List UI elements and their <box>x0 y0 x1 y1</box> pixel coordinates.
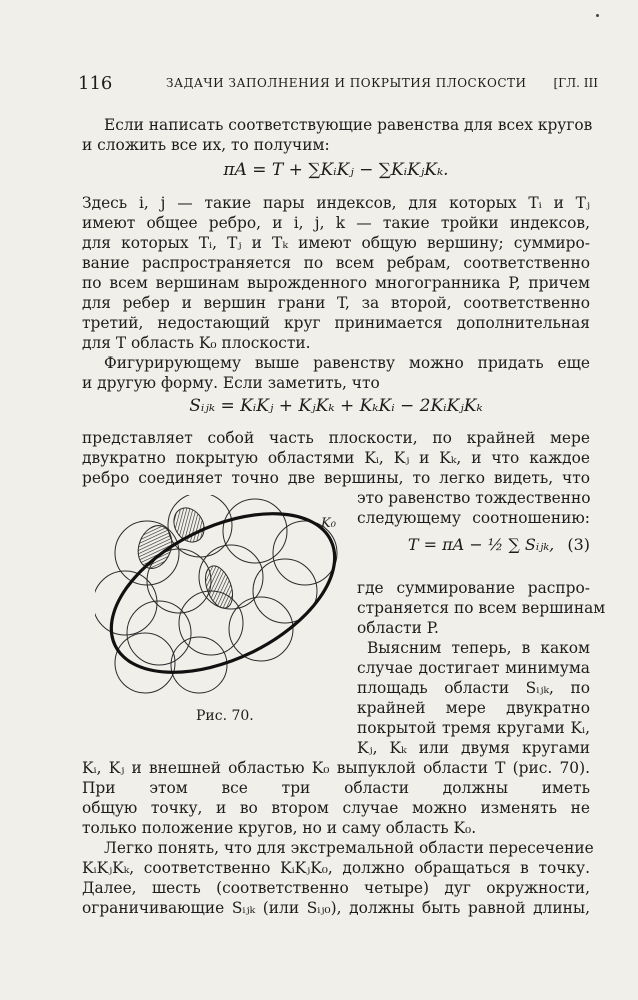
formula-sum: πA = T + ∑KᵢKⱼ − ∑KᵢKⱼKₖ. <box>223 160 449 180</box>
text-line: для которых Tᵢ, Tⱼ и Tₖ имеют общую вершину; суммиро- <box>82 234 590 252</box>
running-title: ЗАДАЧИ ЗАПОЛНЕНИЯ И ПОКРЫТИЯ ПЛОСКОСТИ <box>166 76 527 90</box>
text-line: Далее, шесть (соответственно четыре) дуг окружности, <box>82 879 590 897</box>
text-line: где суммирование распро- <box>357 579 590 597</box>
hatched-region <box>168 502 210 547</box>
running-header <box>78 73 598 97</box>
text-line: Фигурирующему выше равенству можно придать еще <box>104 354 590 372</box>
text-line: площадь области Sᵢⱼₖ, по <box>357 679 590 697</box>
text-line: третий, недостающий круг принимается дополнительная <box>82 314 590 332</box>
formula-3-number: (3) <box>567 535 590 554</box>
text-line: представляет собой часть плоскости, по крайней мере <box>82 429 590 447</box>
text-line: покрытой тремя кругами Kᵢ, <box>357 719 590 737</box>
text-line: Здесь i, j — такие пары индексов, для которых Tᵢ и Tⱼ <box>82 194 590 212</box>
text-line: только положение кругов, но и саму область K₀. <box>82 819 477 837</box>
text-line: ребро соединяет точно две вершины, то легко видеть, что <box>82 469 590 487</box>
formula-3-body: T = πA − ½ ∑ Sᵢⱼₖ, <box>407 535 555 554</box>
text-line: случае достигает минимума <box>357 659 590 677</box>
text-line: имеют общее ребро, и i, j, k — такие тройки индексов, <box>82 214 590 232</box>
figure-caption: Рис. 70. <box>196 708 254 724</box>
text-line: KᵢKⱼKₖ, соответственно KᵢKⱼK₀, должно обращаться в точку. <box>82 859 590 877</box>
text-line: для T область K₀ плоскости. <box>82 334 311 352</box>
text-line: по всем вершинам вырожденного многогранника P, причем <box>82 274 590 292</box>
formula-sijk: Sᵢⱼₖ = KᵢKⱼ + KⱼKₖ + KₖKᵢ − 2KᵢKⱼKₖ <box>189 396 483 416</box>
text-line: крайней мере двукратно <box>357 699 590 717</box>
text-line: вание распространяется по всем ребрам, соответственно <box>82 254 590 272</box>
text-line: страняется по всем вершинам <box>357 599 606 617</box>
covering-circle <box>223 499 287 563</box>
covering-circle <box>115 633 175 693</box>
page-number: 116 <box>78 73 113 94</box>
text-line: общую точку, и во втором случае можно изменять не <box>82 799 590 817</box>
text-line: и сложить все их, то получим: <box>82 136 330 154</box>
figure-label-k0: K₀ <box>321 516 336 531</box>
text-line: Kᵢ, Kⱼ и внешней областью K₀ выпуклой области T (рис. 70). <box>82 759 590 777</box>
text-line: это равенство тождественно <box>357 489 591 507</box>
text-line: Если написать соответствующие равенства для всех кругов <box>104 116 593 134</box>
text-line: Легко понять, что для экстремальной области пересечение <box>104 839 594 857</box>
text-line: При этом все три области должны иметь <box>82 779 590 797</box>
hatched-region <box>200 562 238 612</box>
covering-circle <box>229 597 293 661</box>
text-line: следующему соотношению: <box>357 509 590 527</box>
chapter-label: [ГЛ. III <box>553 76 598 90</box>
text-line: и другую форму. Если заметить, что <box>82 374 380 392</box>
formula-3 <box>357 535 590 575</box>
text-line: Выясним теперь, в каком <box>367 639 590 657</box>
text-line: для ребер и вершин грани T, за второй, соответственно <box>82 294 590 312</box>
text-line: ограничивающие Sᵢⱼₖ (или Sᵢⱼ₀), должны быть равной длины, <box>82 899 590 917</box>
figure-70-circles <box>95 495 355 695</box>
text-line: Kⱼ, Kₖ или двумя кругами <box>357 739 590 757</box>
text-line: двукратно покрытую областями Kᵢ, Kⱼ и Kₖ, и что каждое <box>82 449 590 467</box>
text-line: области P. <box>357 619 439 637</box>
print-speck <box>596 14 599 17</box>
